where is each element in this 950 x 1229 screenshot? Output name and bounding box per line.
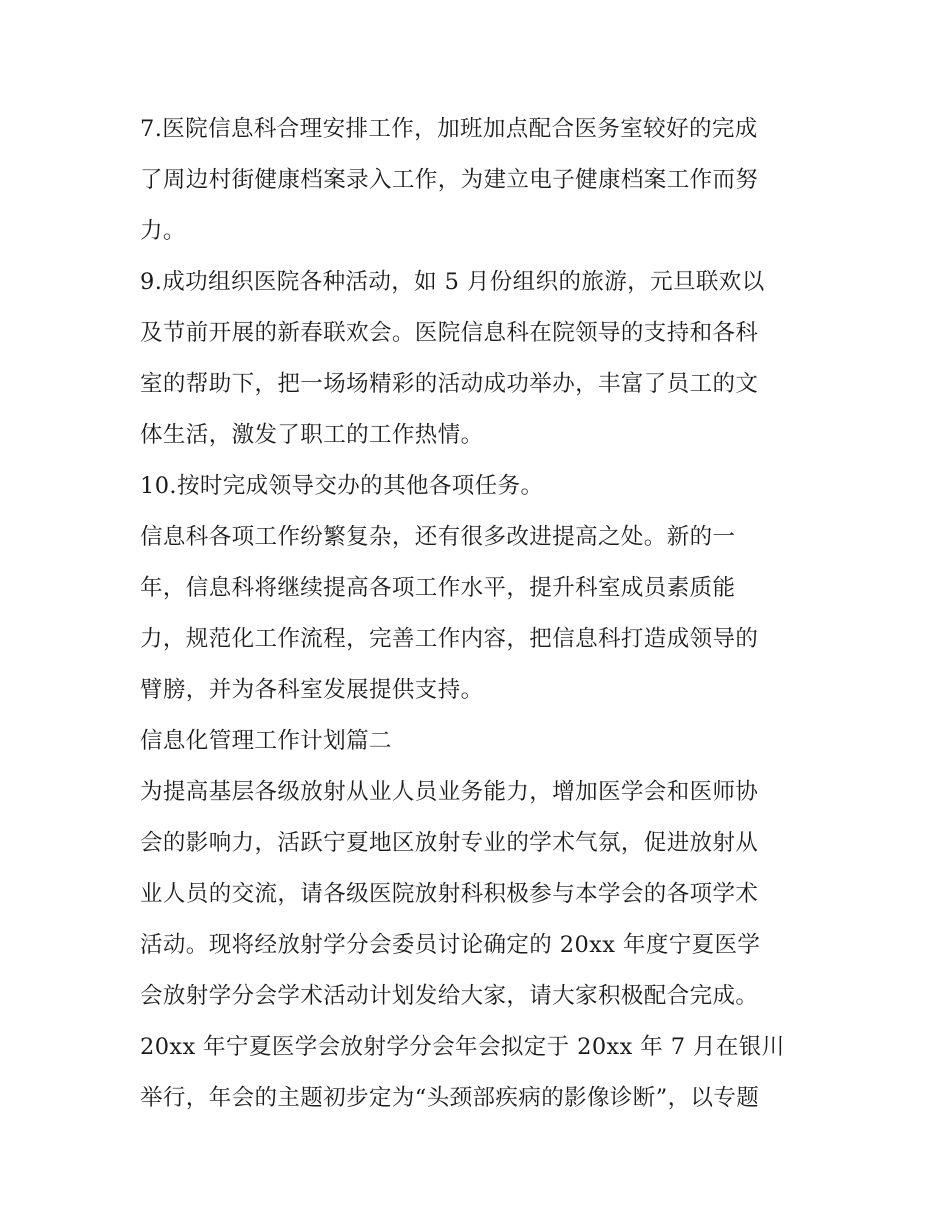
text-line-20: 举行，年会的主题初步定为“头颈部疾病的影像诊断”，以专题	[140, 1085, 760, 1111]
text-line-18: 会放射学分会学术活动计划发给大家，请大家积极配合完成。	[140, 983, 759, 1009]
text-line-12: 臂膀，并为各科室发展提供支持。	[140, 677, 484, 703]
text-line-2: 了周边村街健康档案录入工作，为建立电子健康档案工作而努	[140, 167, 759, 193]
text-line-14: 为提高基层各级放射从业人员业务能力，增加医学会和医师协	[140, 779, 759, 805]
text-line-5: 及节前开展的新春联欢会。医院信息科在院领导的支持和各科	[140, 320, 759, 346]
text-line-3: 力。	[140, 218, 186, 244]
text-line-17: 活动。现将经放射学分会委员讨论确定的 20xx 年度宁夏医学	[140, 932, 761, 958]
text-line-16: 业人员的交流，请各级医院放射科积极参与本学会的各项学术	[140, 881, 759, 907]
text-line-1: 7.医院信息科合理安排工作，加班加点配合医务室较好的完成	[140, 116, 758, 142]
text-line-7: 体生活，激发了职工的工作热情。	[140, 422, 484, 448]
text-line-4: 9.成功组织医院各种活动，如 5 月份组织的旅游，元旦联欢以	[140, 269, 765, 295]
text-line-15: 会的影响力，活跃宁夏地区放射专业的学术气氛，促进放射从	[140, 830, 759, 856]
text-line-6: 室的帮助下，把一场场精彩的活动成功举办，丰富了员工的文	[140, 371, 759, 397]
text-line-10: 年，信息科将继续提高各项工作水平，提升科室成员素质能	[140, 575, 736, 601]
document-body	[140, 104, 820, 1124]
text-line-9: 信息科各项工作纷繁复杂，还有很多改进提高之处。新的一	[140, 524, 736, 550]
section-heading: 信息化管理工作计划篇二	[140, 728, 392, 754]
text-line-19: 20xx 年宁夏医学会放射学分会年会拟定于 20xx 年 7 月在银川	[140, 1034, 785, 1060]
text-line-8: 10.按时完成领导交办的其他各项任务。	[140, 473, 544, 499]
text-line-11: 力，规范化工作流程，完善工作内容，把信息科打造成领导的	[140, 626, 759, 652]
